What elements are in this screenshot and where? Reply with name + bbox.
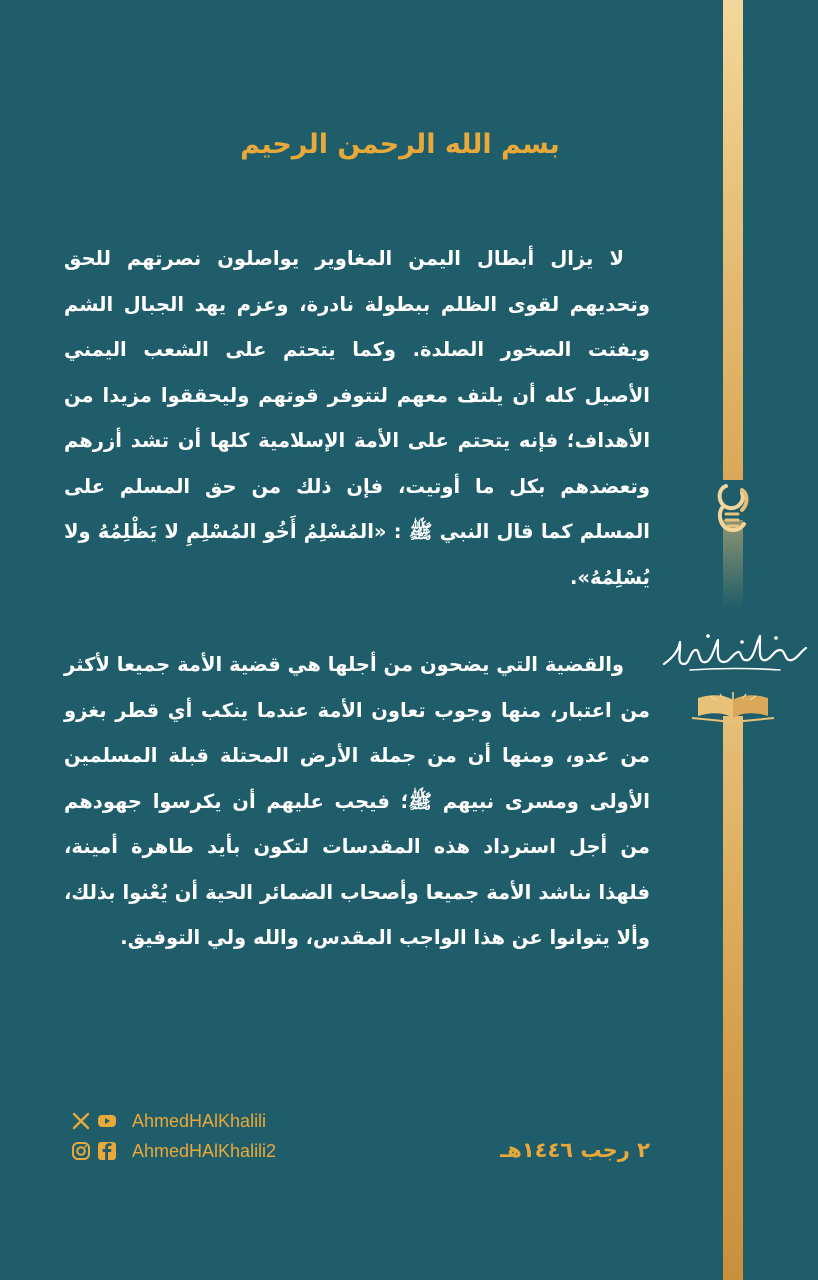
paragraph-2-text: والقضية التي يضحون من أجلها هي قضية الأمة جميعا لأكثر من اعتبار، منها وجوب تعاون الأمة عندما ينكب أي قطر بغزو من عدو، ومنها أن من جملة الأرض المحتلة قبلة المسلمين الأولى ومسرى نبيهم ﷺ؛ فيجب عليهم أن يكرسوا جهودهم من أجل استرداد هذه المقدسات لتكون بأيد طاهرة أمينة، فلهذا نناشد الأمة جميعا وأصحاب الضمائر الحية أن يُعْنوا بذلك، وألا يتوانوا عن هذا الواجب المقدس، والله ولي التوفيق. xyxy=(64,653,650,949)
social-row-1 xyxy=(70,1106,266,1136)
social-row-2 xyxy=(70,1136,276,1166)
statement-paragraph-1 xyxy=(64,236,650,600)
gold-vertical-bar-bottom xyxy=(723,716,743,1280)
hands-grip-icon xyxy=(712,478,754,538)
hijri-date: ٢ رجب ١٤٤٦هـ xyxy=(500,1138,650,1162)
youtube-icon[interactable] xyxy=(96,1110,118,1132)
instagram-icon[interactable] xyxy=(70,1140,92,1162)
open-book-icon xyxy=(690,690,776,724)
signature-image xyxy=(660,628,810,676)
statement-paragraph-2 xyxy=(64,642,650,961)
paragraph-1-text: لا يزال أبطال اليمن المغاوير يواصلون نصرتهم للحق وتحديهم لقوى الظلم ببطولة نادرة، وعزم يهد الجبال الشم ويفتت الصخور الصلدة. وكما يتحتم على الشعب اليمني الأصيل كله أن يلتف معهم لتتوفر قوتهم وليحققوا مزيدا من الأهداف؛ فإنه يتحتم على الأمة الإسلامية كلها أن تشد أزرهم وتعضدهم بكل ما أوتيت، فإن ذلك من حق المسلم على المسلم كما قال النبي ﷺ : «المُسْلِمُ أَخُو المُسْلِمِ لا يَظْلِمُهُ ولا يُسْلِمُهُ». xyxy=(64,247,650,589)
gold-vertical-bar-top xyxy=(723,0,743,480)
x-icon[interactable] xyxy=(70,1110,92,1132)
facebook-icon[interactable] xyxy=(96,1140,118,1162)
social-handle-primary[interactable]: AhmedHAlKhalili xyxy=(132,1110,267,1131)
social-handle-secondary[interactable]: AhmedHAlKhalili2 xyxy=(132,1140,277,1161)
basmala-heading: بسم الله الرحمن الرحيم xyxy=(240,129,560,160)
